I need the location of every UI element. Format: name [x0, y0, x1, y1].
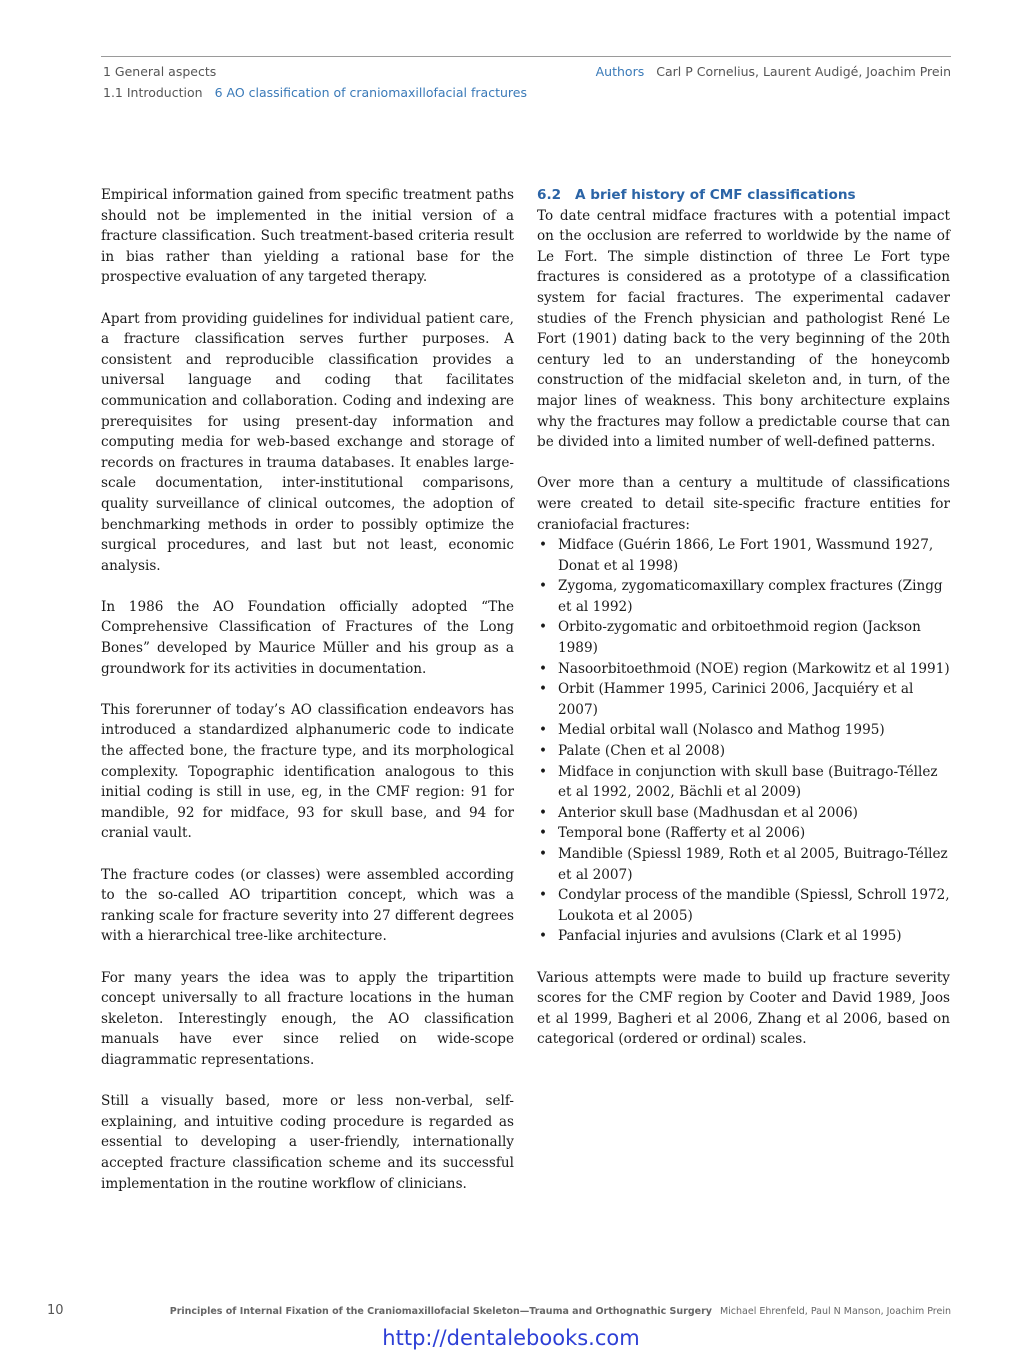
section-title: 6 AO classification of craniomaxillofacial fractures: [214, 85, 527, 100]
footer-citation: [170, 1306, 951, 1317]
section-heading-number: 6.2: [537, 187, 562, 203]
list-item: • Panfacial injuries and avulsions (Clark et al 1995): [537, 926, 950, 947]
list-item: • Anterior skull base (Madhusdan et al 2006): [537, 803, 950, 824]
right-paragraph-2: Over more than a century a multitude of classifications were created to detail site-specific fracture entities for craniofacial fractures:: [537, 475, 950, 533]
chapter-label: 1 General aspects: [103, 64, 217, 79]
list-item: • Palate (Chen et al 2008): [537, 741, 950, 762]
header-rule: [101, 56, 951, 57]
list-item: • Orbit (Hammer 1995, Carinici 2006, Jacquiéry et al 2007): [537, 679, 950, 720]
list-item: • Midface in conjunction with skull base (Buitrago-Téllez et al 1992, 2002, Bächli et al 2009): [537, 762, 950, 803]
list-item: • Nasoorbitoethmoid (NOE) region (Markowitz et al 1991): [537, 659, 950, 680]
page-number: 10: [47, 1303, 64, 1318]
left-paragraph-3: In 1986 the AO Foundation officially adopted “The Comprehensive Classification of Fractures of the Long Bones” developed by Maurice Müller and his group as a groundwork for its activities in documentation.: [101, 598, 514, 677]
header-authors: [596, 64, 951, 79]
left-paragraph-2: Apart from providing guidelines for individual patient care, a fracture classification serves further purposes. A consistent and reproducible classification provides a universal language and coding that facilitates communication and collaboration. Coding and indexing are prerequisites for using present-day information and computing media for web-based exchange and storage of records on fractures in trauma databases. It enables large-scale documentation, inter-institutional comparisons, quality surveillance of clinical outcomes, the adoption of benchmarking methods in order to possibly optimize the surgical procedures, and last but not least, economic analysis.: [101, 310, 514, 574]
list-item: • Midface (Guérin 1866, Le Fort 1901, Wassmund 1927, Donat et al 1998): [537, 535, 950, 576]
right-paragraph-1: To date central midface fractures with a potential impact on the occlusion are referred to worldwide by the name of Le Fort. The simple distinction of three Le Fort type fractures is considered as a prototype of a classification system for facial fractures. The experimental cadaver studies of the French physician and pathologist René Le Fort (1901) dating back to the very beginning of the 20th century led to an understanding of the honeycomb construction of the midfacial skeleton and, in turn, of the major lines of weakness. This bony architecture explains why the fractures may follow a predictable course that can be divided into a limited number of well-defined patterns.: [537, 207, 950, 451]
header-chapter: [103, 64, 216, 79]
watermark-link[interactable]: http://dentalebooks.com: [382, 1326, 640, 1350]
left-paragraph-4: This forerunner of today’s AO classification endeavors has introduced a standardized alphanumeric code to indicate the affected bone, the fracture type, and its morphological complexity. Topographic identification analogous to this initial coding is still in use, eg, in the CMF region: 91 for mandible, 92 for midface, 93 for skull base, and 94 for cranial vault.: [101, 701, 514, 842]
authors-names: Carl P Cornelius, Laurent Audigé, Joachim Prein: [656, 64, 951, 79]
list-item: • Condylar process of the mandible (Spiessl, Schroll 1972, Loukota et al 2005): [537, 885, 950, 926]
left-column: [101, 185, 514, 1215]
classification-list: [537, 535, 950, 947]
list-item: • Zygoma, zygomaticomaxillary complex fractures (Zingg et al 1992): [537, 576, 950, 617]
right-paragraph-3: Various attempts were made to build up fracture severity scores for the CMF region by Cooter and David 1989, Joos et al 1999, Bagheri et al 2006, Zhang et al 2006, based on categorical (ordered or ordinal) scales.: [537, 969, 950, 1048]
list-item: • Medial orbital wall (Nolasco and Mathog 1995): [537, 720, 950, 741]
left-paragraph-6: For many years the idea was to apply the tripartition concept universally to all fracture locations in the human skeleton. Interestingly enough, the AO classification manuals have ever since relied on wide-scope diagrammatic representations.: [101, 969, 514, 1068]
section-number: 1.1 Introduction: [103, 85, 203, 100]
header-breadcrumb: [103, 85, 527, 100]
section-heading: [537, 185, 950, 206]
left-paragraph-1: Empirical information gained from specific treatment paths should not be implemented in the initial version of a fracture classification. Such treatment-based criteria result in bias rather than yielding a rational base for the prospective evaluation of any targeted therapy.: [101, 187, 514, 286]
left-paragraph-7: Still a visually based, more or less non-verbal, self-explaining, and intuitive coding procedure is regarded as essential to developing a user-friendly, internationally accepted fracture classification scheme and its successful implementation in the routine workflow of clinicians.: [101, 1093, 514, 1192]
book-title: Principles of Internal Fixation of the Craniomaxillofacial Skeleton—Trauma and Orthognathic Surgery: [169, 1306, 712, 1317]
right-column: [537, 185, 950, 1071]
list-item: • Temporal bone (Rafferty et al 2006): [537, 823, 950, 844]
section-heading-text: A brief history of CMF classifications: [575, 187, 856, 203]
left-paragraph-5: The fracture codes (or classes) were assembled according to the so-called AO tripartition concept, which was a ranking scale for fracture severity into 27 different degrees with a hierarchical tree-like architecture.: [101, 866, 514, 945]
list-item: • Orbito-zygomatic and orbitoethmoid region (Jackson 1989): [537, 617, 950, 658]
list-item: • Mandible (Spiessl 1989, Roth et al 2005, Buitrago-Téllez et al 2007): [537, 844, 950, 885]
authors-label: Authors: [595, 64, 645, 79]
book-editors: Michael Ehrenfeld, Paul N Manson, Joachim Prein: [719, 1306, 951, 1317]
